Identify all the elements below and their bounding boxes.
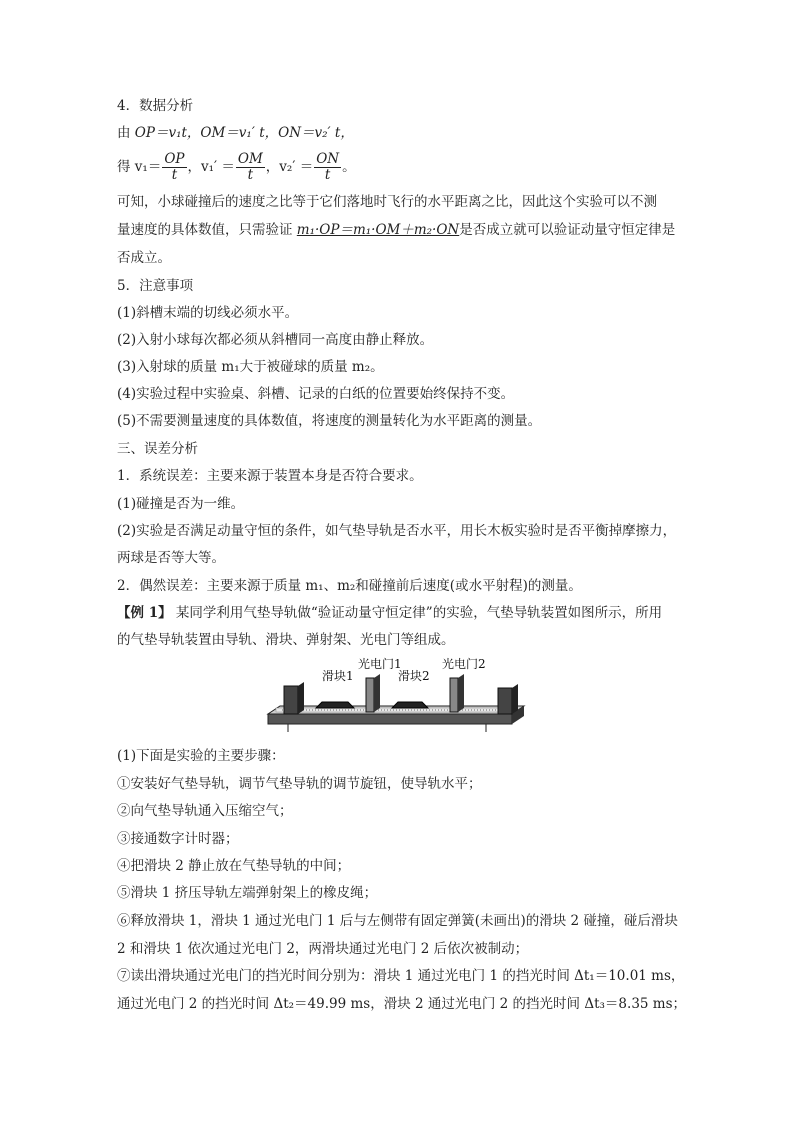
photogate-2-side — [458, 674, 464, 712]
right-end-block-side — [512, 684, 518, 714]
slider-2 — [392, 702, 428, 708]
fraction-on-t: $\frac{ON}{t}$ — [316, 151, 340, 183]
fraction-op-t: $\frac{OP}{t}$ — [164, 151, 185, 183]
section-5-heading: 5．注意事项 — [117, 278, 194, 294]
error-item: 两球是否等大等。 — [117, 550, 225, 566]
paragraph-line: 量速度的具体数值，只需验证 m₁·OP＝m₁·OM＋m₂·ON是否成立就可以验证动量守恒定律是 — [117, 222, 676, 238]
slider-1 — [316, 702, 354, 708]
error-item: 1．系统误差：主要来源于装置本身是否符合要求。 — [117, 468, 423, 484]
formula-line-1: 由 OP＝v₁t，OM＝v₁′ t，ON＝v₂′ t， — [117, 125, 354, 141]
step-item: 通过光电门 2 的挡光时间 Δt₂＝49.99 ms，滑块 2 通过光电门 2 的挡光时间 Δt₃＝8.35 ms； — [117, 996, 687, 1012]
verification-equation: m₁·OP＝m₁·OM＋m₂·ON — [296, 222, 460, 238]
section-4-heading: 4．数据分析 — [117, 98, 194, 114]
step-item: ⑤滑块 1 挤压导轨左端弹射架上的橡皮绳； — [117, 885, 378, 901]
air-track-diagram — [262, 656, 532, 740]
step-item: ③接通数字计时器； — [117, 831, 239, 847]
step-item: ①安装好气垫导轨，调节气垫导轨的调节旋钮，使导轨水平； — [117, 776, 482, 792]
formula-line-2: 得 v₁＝ $\frac{OP}{t}$ ，v₁′ ＝ $\frac{OM}{t}$ ，v₂′ ＝ $\frac{ON}{t}$ 。 — [117, 151, 356, 183]
error-item: (1)碰撞是否为一维。 — [117, 496, 245, 512]
paragraph-line: 可知，小球碰撞后的速度之比等于它们落地时飞行的水平距离之比，因此这个实验可以不测 — [117, 194, 657, 210]
step-item: ⑦读出滑块通过光电门的挡光时间分别为：滑块 1 通过光电门 1 的挡光时间 Δt₁＝10.01 ms， — [117, 968, 685, 984]
left-launcher — [284, 686, 298, 714]
error-item: (2)实验是否满足动量守恒的条件，如气垫导轨是否水平，用长木板实验时是否平衡掉摩擦力， — [117, 523, 677, 539]
label-photogate-1: 光电门1 — [358, 657, 402, 671]
note-item: (2)入射小球每次都必须从斜槽同一高度由静止释放。 — [117, 332, 434, 348]
example-tag: 【例 1】 — [117, 605, 172, 621]
step-item: ②向气垫导轨通入压缩空气； — [117, 803, 293, 819]
photogate-2 — [450, 678, 458, 712]
label-slider-1: 滑块1 — [322, 669, 354, 683]
photogate-1 — [366, 678, 374, 712]
step-item: ⑥释放滑块 1，滑块 1 通过光电门 1 后与左侧带有固定弹簧(未画出)的滑块 2 碰撞，碰后滑块 — [117, 913, 678, 929]
right-end-block — [498, 688, 512, 714]
label-slider-2: 滑块2 — [398, 669, 430, 683]
track-body — [268, 714, 512, 724]
paragraph-line: 否成立。 — [117, 250, 171, 266]
fraction-om-t: $\frac{OM}{t}$ — [237, 151, 263, 183]
note-item: (4)实验过程中实验桌、斜槽、记录的白纸的位置要始终保持不变。 — [117, 386, 515, 402]
note-item: (1)斜槽末端的切线必须水平。 — [117, 305, 299, 321]
left-launcher-side — [298, 682, 304, 714]
steps-intro: (1)下面是实验的主要步骤： — [117, 748, 285, 764]
step-item: ④把滑块 2 静止放在气垫导轨的中间； — [117, 858, 351, 874]
note-item: (3)入射球的质量 m₁大于被碰球的质量 m₂。 — [117, 359, 384, 375]
section-error-heading: 三、误差分析 — [117, 441, 198, 457]
photogate-1-side — [374, 674, 380, 712]
example-line: 的气垫导轨装置由导轨、滑块、弹射架、光电门等组成。 — [117, 632, 455, 648]
error-item: 2．偶然误差：主要来源于质量 m₁、m₂和碰撞前后速度(或水平射程)的测量。 — [117, 578, 582, 594]
rail-surface — [276, 708, 508, 712]
label-photogate-2: 光电门2 — [442, 657, 486, 671]
note-item: (5)不需要测量速度的具体数值，将速度的测量转化为水平距离的测量。 — [117, 413, 542, 429]
distance-velocity-expr: OP＝v₁t，OM＝v₁′ t，ON＝v₂′ t， — [134, 125, 354, 141]
example-line: 【例 1】 某同学利用气垫导轨做“验证动量守恒定律”的实验，气垫导轨装置如图所示，所用 — [117, 605, 663, 621]
step-item: 2 和滑块 1 依次通过光电门 2，两滑块通过光电门 2 后依次被制动； — [117, 941, 529, 957]
